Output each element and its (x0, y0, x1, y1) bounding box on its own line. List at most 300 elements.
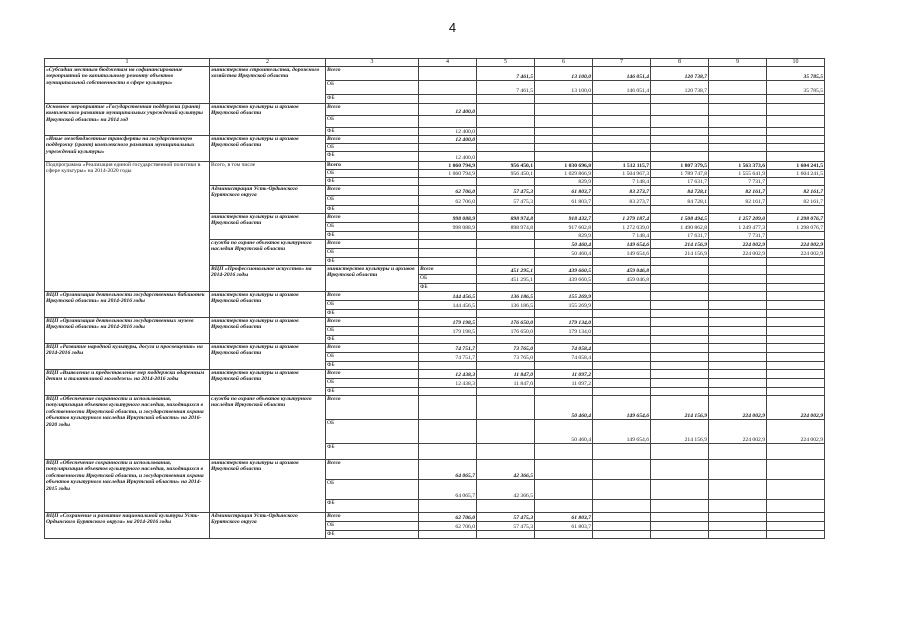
amount-cell (535, 258, 593, 266)
amount-cell (651, 500, 709, 513)
amount-cell (651, 327, 709, 336)
amount-cell: 12 438,3 (419, 370, 477, 379)
amount-cell (651, 310, 709, 318)
funding-source-cell: ФБ (419, 284, 477, 292)
amount-cell (535, 206, 593, 214)
amount-cell (767, 362, 825, 370)
funding-source-cell: ОБ (326, 81, 419, 95)
amount-cell: 73 765,0 (477, 344, 535, 353)
amount-cell: 64 065,7 (419, 480, 477, 500)
table-row (45, 162, 825, 170)
table-row (45, 292, 825, 301)
amount-cell: 50 460,4 (535, 240, 593, 249)
funding-source-cell: ФБ (326, 500, 419, 513)
funding-source-cell: ФБ (326, 336, 419, 344)
amount-cell: 146 051,4 (593, 67, 651, 81)
amount-cell: 149 654,6 (593, 249, 651, 258)
amount-cell: 917 602,8 (535, 223, 593, 232)
amount-cell: 176 650,0 (477, 327, 535, 336)
amount-cell: 83 273,7 (593, 186, 651, 196)
amount-cell (419, 240, 477, 249)
amount-cell (767, 531, 825, 539)
funding-source-cell: Всего (326, 214, 419, 223)
funding-source-cell: ОБ (326, 144, 419, 152)
amount-cell (477, 388, 535, 396)
amount-cell: 1 604 241,5 (767, 170, 825, 178)
amount-cell: 12 438,3 (419, 379, 477, 388)
amount-cell (477, 178, 535, 186)
executor-cell: министерство строительства, дорожного хозяйства Иркутской области (210, 67, 326, 104)
amount-cell (767, 344, 825, 353)
amount-cell (767, 232, 825, 240)
amount-cell: 7 731,7 (709, 232, 767, 240)
amount-cell (709, 152, 767, 162)
funding-source-cell: ОБ (326, 327, 419, 336)
amount-cell: 50 460,4 (535, 420, 593, 444)
amount-cell (535, 480, 593, 500)
amount-cell: 829,9 (535, 178, 593, 186)
amount-cell (767, 178, 825, 186)
amount-cell (651, 344, 709, 353)
amount-cell (593, 388, 651, 396)
amount-cell: 62 706,0 (419, 522, 477, 531)
funding-source-cell: Всего (326, 513, 419, 522)
amount-cell: 459 046,8 (593, 266, 651, 275)
amount-cell: 918 432,7 (535, 214, 593, 223)
amount-cell (767, 104, 825, 116)
funding-source-cell: Всего (326, 136, 419, 144)
amount-cell (709, 327, 767, 336)
executor-cell: министерство культуры и архивов Иркутской области (210, 214, 326, 240)
executor-cell: министерство культуры и архивов Иркутской области (210, 460, 326, 513)
program-name-cell: ВЦП «Обеспечение сохранности и использования, популяризация объектов культурного наследия, находящихся в собственности Иркутской области, и государственная охрана объектов культурного наследия Иркутской области» на 2014-2015 годы (45, 460, 210, 513)
amount-cell (477, 136, 535, 144)
amount-cell (651, 128, 709, 136)
amount-cell: 11 097,2 (535, 370, 593, 379)
amount-cell (593, 318, 651, 327)
amount-cell (419, 95, 477, 104)
amount-cell (651, 379, 709, 388)
amount-cell (477, 258, 535, 266)
amount-cell: 7 148,4 (593, 178, 651, 186)
program-name-cell: ВЦП «Сохранение и развитие национальной культуры Усть-Ордынского Бурятского округа» на 2014-2016 годы (45, 513, 210, 539)
amount-cell (651, 336, 709, 344)
table-row (45, 513, 825, 522)
program-name-cell: ВЦП «Развитие народной культуры, досуга и просвещения» на 2014-2016 годы (45, 344, 210, 370)
amount-cell (651, 152, 709, 162)
amount-cell (651, 362, 709, 370)
amount-cell (651, 388, 709, 396)
amount-cell (535, 531, 593, 539)
amount-cell: 224 002,9 (709, 396, 767, 420)
amount-cell (651, 444, 709, 460)
amount-cell: 84 728,1 (651, 196, 709, 206)
amount-cell (477, 128, 535, 136)
amount-cell (419, 116, 477, 128)
amount-cell (593, 284, 651, 292)
amount-cell: 61 803,7 (535, 522, 593, 531)
column-header: 4 (419, 59, 477, 67)
amount-cell (709, 444, 767, 460)
amount-cell (651, 136, 709, 144)
amount-cell (767, 388, 825, 396)
funding-source-cell: ОБ (326, 196, 419, 206)
amount-cell: 179 198,5 (419, 327, 477, 336)
program-name-cell: ВЦП «Обеспечение сохранности и использования, популяризация объектов культурного наследия, находящихся в собственности Иркутской области, и государственная охрана объектов культурного наследия Иркутской области» на 2016-2020 годы (45, 396, 210, 460)
amount-cell (767, 370, 825, 379)
amount-cell (767, 500, 825, 513)
amount-cell (709, 370, 767, 379)
column-header: 3 (326, 59, 419, 67)
amount-cell (593, 128, 651, 136)
amount-cell (651, 301, 709, 310)
amount-cell (535, 336, 593, 344)
amount-cell: 176 650,0 (477, 318, 535, 327)
amount-cell (535, 388, 593, 396)
amount-cell (535, 128, 593, 136)
amount-cell (535, 500, 593, 513)
amount-cell (419, 310, 477, 318)
amount-cell (767, 318, 825, 327)
program-name-cell: Подпрограмма «Реализация единой государственной политики в сфере культуры» на 2014-2020 годы (45, 162, 210, 292)
amount-cell (651, 275, 709, 284)
funding-source-cell: Всего (326, 396, 419, 420)
column-header: 2 (210, 59, 326, 67)
amount-cell: 1 298 076,7 (767, 223, 825, 232)
amount-cell (593, 327, 651, 336)
amount-cell (709, 500, 767, 513)
amount-cell (477, 144, 535, 152)
amount-cell (593, 379, 651, 388)
amount-cell (709, 104, 767, 116)
amount-cell (593, 136, 651, 144)
funding-source-cell: ОБ (326, 353, 419, 362)
amount-cell (593, 95, 651, 104)
amount-cell (709, 116, 767, 128)
table-row (45, 318, 825, 327)
program-name-cell: «Иные межбюджетные трансферты на государственную поддержку (грант) комплексного развития муниципальных учреждений культуры» (45, 136, 210, 162)
amount-cell: 62 706,0 (419, 186, 477, 196)
funding-source-cell: ФБ (326, 152, 419, 162)
amount-cell (767, 480, 825, 500)
executor-cell: служба по охране объектов культурного наследия Иркутской области (210, 396, 326, 460)
amount-cell: 451 295,1 (477, 275, 535, 284)
funding-source-cell: ФБ (326, 258, 419, 266)
amount-cell: 898 974,8 (477, 223, 535, 232)
executor-cell: Администрация Усть-Ордынского Бурятского округа (210, 186, 326, 214)
amount-cell: 998 088,9 (419, 223, 477, 232)
amount-cell (593, 336, 651, 344)
amount-cell (651, 318, 709, 327)
amount-cell (535, 116, 593, 128)
column-header: 10 (767, 59, 825, 67)
amount-cell (593, 344, 651, 353)
amount-cell (709, 136, 767, 144)
amount-cell: 84 728,1 (651, 186, 709, 196)
amount-cell (709, 353, 767, 362)
amount-cell (593, 301, 651, 310)
amount-cell (651, 284, 709, 292)
amount-cell: 42 366,5 (477, 460, 535, 480)
amount-cell (593, 370, 651, 379)
amount-cell: 1 272 039,0 (593, 223, 651, 232)
amount-cell: 224 002,9 (709, 249, 767, 258)
executor-cell: Администрация Усть-Ордынского Бурятского округа (210, 513, 326, 539)
funding-source-cell: ОБ (326, 420, 419, 444)
amount-cell (767, 284, 825, 292)
amount-cell: 451 295,1 (477, 266, 535, 275)
amount-cell: 83 273,7 (593, 196, 651, 206)
amount-cell (419, 232, 477, 240)
amount-cell (651, 480, 709, 500)
amount-cell (477, 104, 535, 116)
amount-cell (593, 104, 651, 116)
funding-source-cell: ФБ (326, 178, 419, 186)
amount-cell: 120 738,7 (651, 81, 709, 95)
amount-cell: 1 490 862,8 (651, 223, 709, 232)
amount-cell: 1 807 379,5 (651, 162, 709, 170)
amount-cell: 146 051,4 (593, 81, 651, 95)
amount-cell: 13 100,0 (535, 81, 593, 95)
amount-cell: 214 156,9 (651, 249, 709, 258)
table-row (45, 396, 825, 420)
amount-cell (709, 379, 767, 388)
amount-cell: 829,9 (535, 232, 593, 240)
amount-cell (709, 95, 767, 104)
executor-cell: Всего, в том числе (210, 162, 326, 186)
amount-cell (477, 396, 535, 420)
funding-source-cell: ОБ (326, 249, 419, 258)
amount-cell (767, 460, 825, 480)
amount-cell (709, 318, 767, 327)
amount-cell (419, 444, 477, 460)
amount-cell (419, 362, 477, 370)
amount-cell: 82 161,7 (709, 186, 767, 196)
column-header: 5 (477, 59, 535, 67)
amount-cell: 214 156,9 (651, 240, 709, 249)
amount-cell (709, 336, 767, 344)
amount-cell: 136 186,5 (477, 301, 535, 310)
page-number: 4 (448, 20, 457, 35)
amount-cell (535, 104, 593, 116)
column-header: 6 (535, 59, 593, 67)
executor-cell: служба по охране объектов культурного наследия Иркутской области (210, 240, 326, 266)
amount-cell (709, 275, 767, 284)
amount-cell (767, 116, 825, 128)
amount-cell: 12 400,0 (419, 136, 477, 144)
amount-cell: 149 654,6 (593, 420, 651, 444)
funding-source-cell: Всего (326, 162, 419, 170)
amount-cell (419, 178, 477, 186)
executor-cell: министерство культуры и архивов Иркутской области (210, 344, 326, 370)
amount-cell: 179 134,0 (535, 327, 593, 336)
funding-source-cell: ОБ (326, 116, 419, 128)
amount-cell (477, 500, 535, 513)
amount-cell (535, 152, 593, 162)
amount-cell: 64 065,7 (419, 460, 477, 480)
amount-cell: 1 789 747,8 (651, 170, 709, 178)
amount-cell: 136 186,5 (477, 292, 535, 301)
amount-cell: 120 738,7 (651, 67, 709, 81)
amount-cell: 74 058,4 (535, 344, 593, 353)
amount-cell: 57 475,3 (477, 186, 535, 196)
funding-source-cell: ОБ (419, 275, 477, 284)
amount-cell: 7 731,7 (709, 178, 767, 186)
amount-cell (709, 522, 767, 531)
amount-cell (709, 144, 767, 152)
table-row (45, 136, 825, 144)
table-row (45, 460, 825, 480)
amount-cell (477, 249, 535, 258)
program-name-cell: ВЦП «Профессиональное искусство» на 2014-2016 годы (210, 266, 326, 292)
amount-cell: 1 249 477,3 (709, 223, 767, 232)
amount-cell (593, 531, 651, 539)
amount-cell (477, 152, 535, 162)
amount-cell: 144 456,5 (419, 301, 477, 310)
amount-cell: 13 100,0 (535, 67, 593, 81)
funding-source-cell: ФБ (326, 388, 419, 396)
amount-cell (709, 206, 767, 214)
amount-cell: 61 803,7 (535, 196, 593, 206)
amount-cell: 214 156,9 (651, 420, 709, 444)
amount-cell: 61 803,7 (535, 186, 593, 196)
amount-cell: 11 097,2 (535, 379, 593, 388)
amount-cell (593, 500, 651, 513)
funding-source-cell: ОБ (326, 223, 419, 232)
amount-cell (593, 258, 651, 266)
amount-cell (593, 362, 651, 370)
amount-cell (477, 310, 535, 318)
funding-source-cell: ОБ (326, 170, 419, 178)
amount-cell (593, 116, 651, 128)
amount-cell (593, 310, 651, 318)
amount-cell: 1 604 241,5 (767, 162, 825, 170)
amount-cell: 12 400,0 (419, 128, 477, 136)
amount-cell: 12 400,0 (419, 152, 477, 162)
amount-cell: 1 508 494,5 (651, 214, 709, 223)
amount-cell (709, 480, 767, 500)
amount-cell: 17 631,7 (651, 178, 709, 186)
amount-cell: 7 148,4 (593, 232, 651, 240)
amount-cell (709, 460, 767, 480)
amount-cell: 224 002,9 (767, 240, 825, 249)
amount-cell (593, 513, 651, 522)
amount-cell (419, 420, 477, 444)
amount-cell: 1 060 794,9 (419, 162, 477, 170)
funding-source-cell: Всего (326, 104, 419, 116)
amount-cell (651, 460, 709, 480)
amount-cell (651, 95, 709, 104)
funding-source-cell: Всего (326, 370, 419, 379)
amount-cell: 214 156,9 (651, 396, 709, 420)
executor-cell: министерство культуры и архивов Иркутской области (210, 136, 326, 162)
amount-cell: 459 046,8 (593, 275, 651, 284)
funding-source-cell: Всего (326, 344, 419, 353)
column-header: 7 (593, 59, 651, 67)
amount-cell (651, 116, 709, 128)
amount-cell (767, 379, 825, 388)
program-name-cell: ВЦП «Выявление и предоставление мер поддержки одаренным детям и талантливой молодежи» на 2014-2016 годы (45, 370, 210, 396)
amount-cell (651, 104, 709, 116)
amount-cell (709, 310, 767, 318)
amount-cell (593, 292, 651, 301)
program-name-cell: «Субсидии местным бюджетам на софинансирование мероприятий по капитальному ремонту объектов муниципальной собственности в сфере культуры» (45, 67, 210, 104)
amount-cell (709, 301, 767, 310)
funding-source-cell: Всего (419, 266, 477, 275)
amount-cell (651, 522, 709, 531)
amount-cell: 224 002,9 (709, 420, 767, 444)
amount-cell: 998 088,9 (419, 214, 477, 223)
amount-cell (651, 353, 709, 362)
amount-cell: 149 654,6 (593, 396, 651, 420)
amount-cell: 179 198,5 (419, 318, 477, 327)
amount-cell: 224 002,9 (767, 396, 825, 420)
program-name-cell: ВЦП «Организация деятельности государственных библиотек Иркутской области» на 2014-2016 годы (45, 292, 210, 318)
amount-cell: 7 461,5 (477, 67, 535, 81)
amount-cell: 1 279 187,4 (593, 214, 651, 223)
amount-cell: 155 269,9 (535, 292, 593, 301)
funding-source-cell: ФБ (326, 531, 419, 539)
executor-cell: министерство культуры и архивов Иркутской области (210, 370, 326, 396)
amount-cell (593, 144, 651, 152)
amount-cell (709, 128, 767, 136)
amount-cell (593, 460, 651, 480)
table-row (45, 104, 825, 116)
amount-cell (535, 444, 593, 460)
amount-cell (767, 136, 825, 144)
amount-cell: 1 504 967,3 (593, 170, 651, 178)
amount-cell (709, 81, 767, 95)
amount-cell (651, 531, 709, 539)
amount-cell (593, 206, 651, 214)
amount-cell (535, 310, 593, 318)
amount-cell (419, 144, 477, 152)
amount-cell: 956 450,1 (477, 162, 535, 170)
amount-cell: 224 002,9 (767, 249, 825, 258)
amount-cell (651, 258, 709, 266)
amount-cell (535, 136, 593, 144)
amount-cell (593, 353, 651, 362)
amount-cell: 1 029 866,9 (535, 170, 593, 178)
amount-cell (767, 327, 825, 336)
amount-cell: 61 803,7 (535, 513, 593, 522)
funding-source-cell: ФБ (326, 128, 419, 136)
executor-cell: министерство культуры и архивов Иркутской области (210, 292, 326, 318)
amount-cell (651, 206, 709, 214)
amount-cell (477, 240, 535, 249)
executor-cell: министерство культуры и архивов Иркутской области (210, 318, 326, 344)
amount-cell: 11 847,0 (477, 379, 535, 388)
amount-cell: 50 460,4 (535, 396, 593, 420)
amount-cell: 898 974,8 (477, 214, 535, 223)
amount-cell (709, 362, 767, 370)
amount-cell: 82 161,7 (709, 196, 767, 206)
amount-cell (651, 266, 709, 275)
funding-source-cell: ОБ (326, 379, 419, 388)
amount-cell: 74 751,7 (419, 344, 477, 353)
amount-cell: 12 400,0 (419, 104, 477, 116)
amount-cell (477, 116, 535, 128)
amount-cell (709, 266, 767, 275)
amount-cell (767, 353, 825, 362)
amount-cell: 73 765,0 (477, 353, 535, 362)
amount-cell (709, 388, 767, 396)
amount-cell (477, 531, 535, 539)
amount-cell: 62 706,0 (419, 513, 477, 522)
amount-cell (767, 206, 825, 214)
amount-cell (709, 284, 767, 292)
amount-cell (477, 444, 535, 460)
